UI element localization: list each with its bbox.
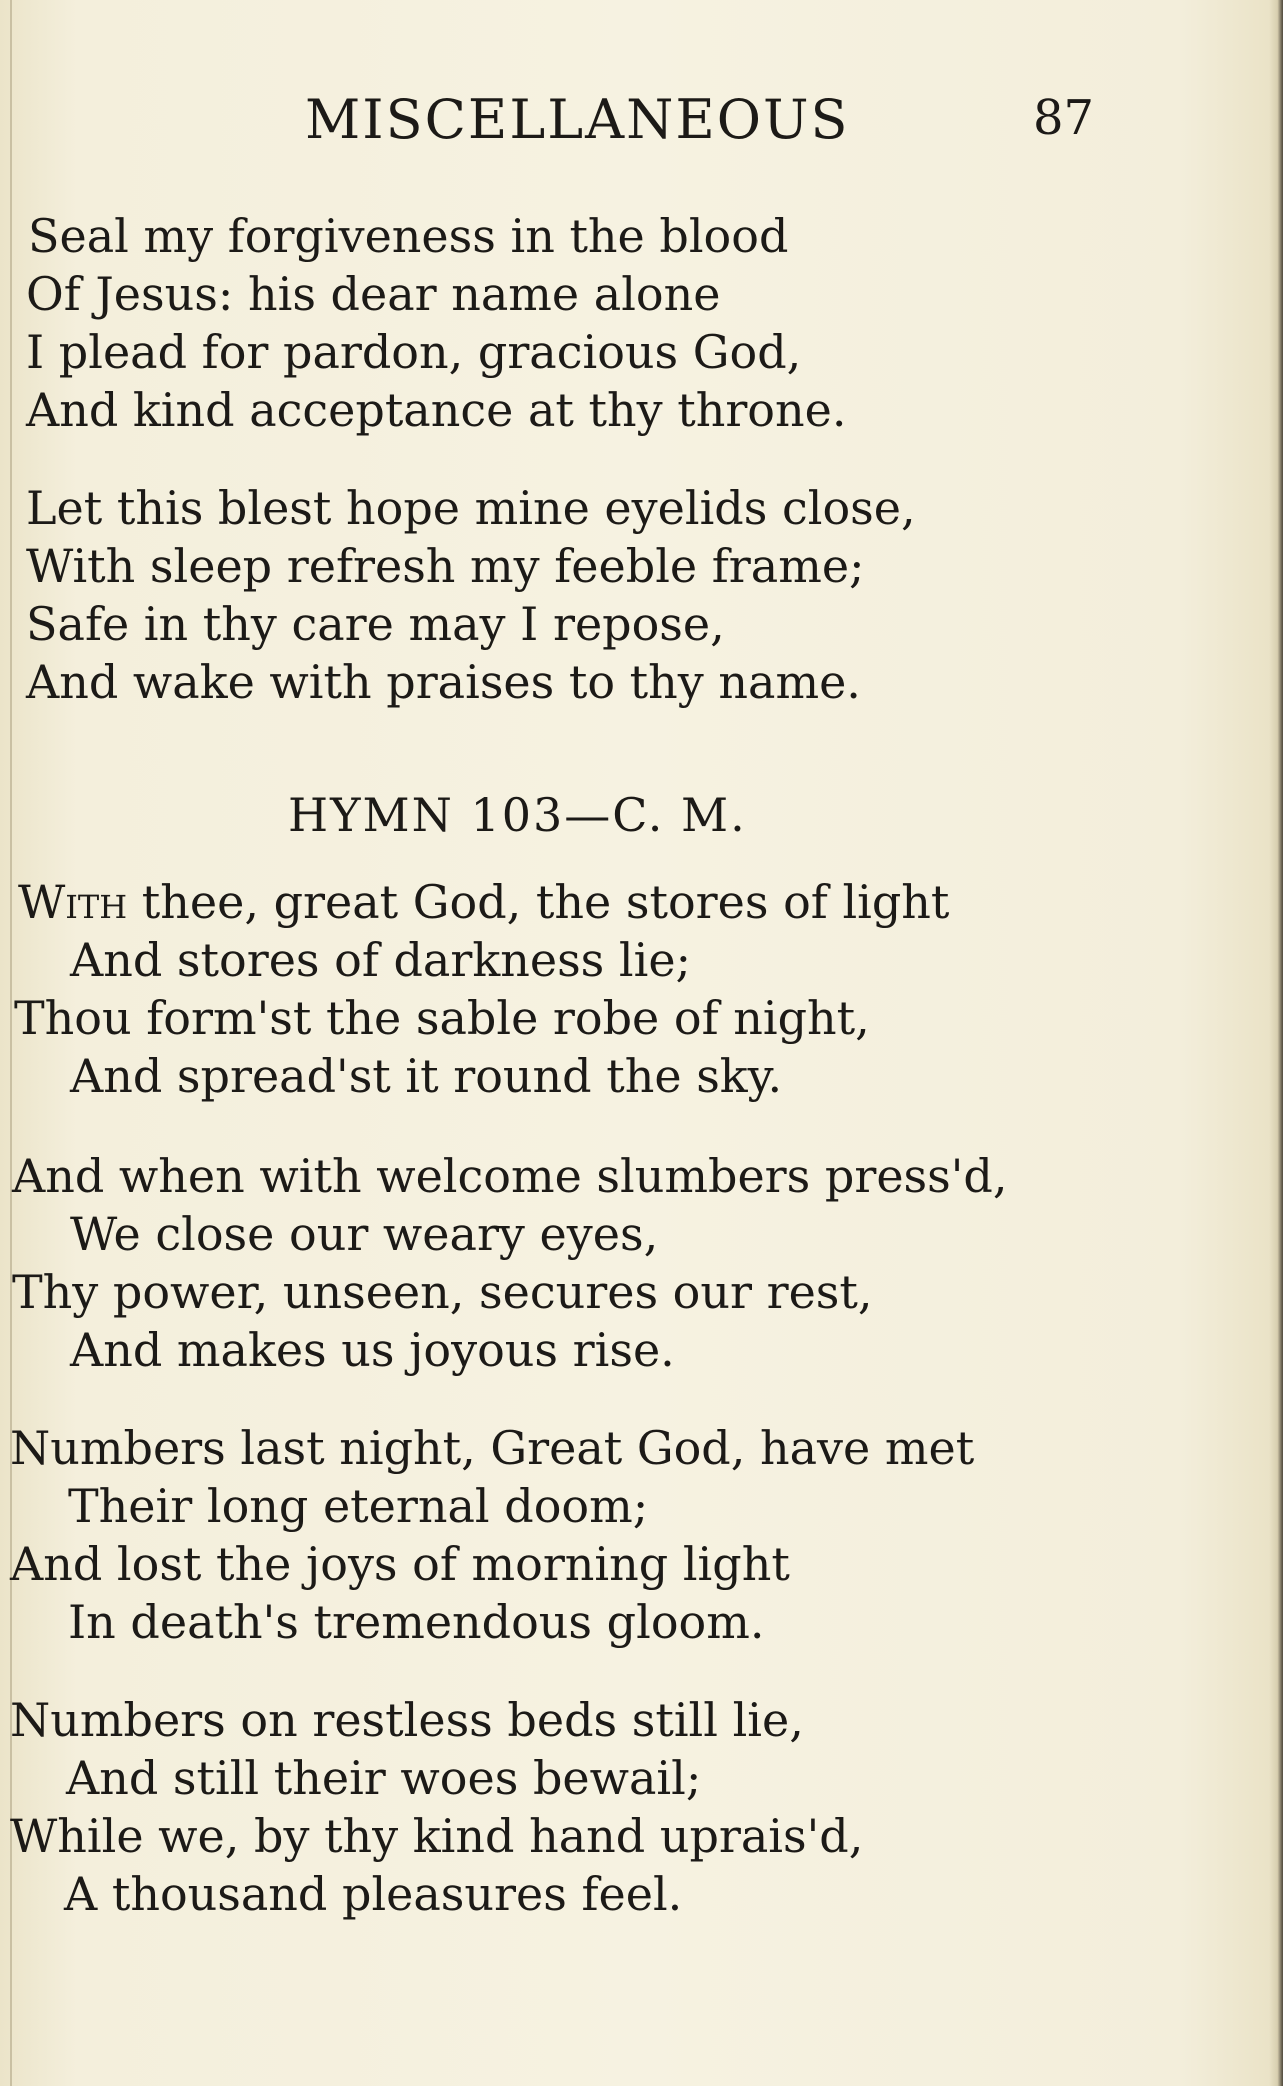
first-line-rest: thee, great God, the stores of light [127,875,950,929]
first-word: With [18,875,128,929]
verse-line: And when with welcome slumbers press'd, [12,1149,1008,1203]
verse-line: While we, by thy kind hand uprais'd, [10,1809,864,1863]
page-number: 87 [1033,90,1095,146]
verse-line: With sleep refresh my feeble frame; [26,539,865,593]
verse-line: In death's tremendous gloom. [68,1595,765,1649]
verse-line: And still their woes bewail; [66,1751,702,1805]
verse-line: Numbers last night, Great God, have met [10,1421,975,1475]
verse-line: Seal my forgiveness in the blood [28,209,789,263]
verse-line: We close our weary eyes, [70,1207,659,1261]
verse-line: Their long eternal doom; [68,1479,649,1533]
verse-line: Thou form'st the sable robe of night, [14,991,870,1045]
verse-line: And spread'st it round the sky. [70,1049,783,1103]
verse-line: A thousand pleasures feel. [64,1867,683,1921]
page-edge-shadow [1269,0,1283,2086]
verse-line: Thy power, unseen, secures our rest, [12,1265,873,1319]
verse-line: Safe in thy care may I repose, [26,597,725,651]
verse-line-first [18,874,949,930]
verse-line: Let this blest hope mine eyelids close, [26,481,916,535]
verse-line: And stores of darkness lie; [70,933,692,987]
verse-line: And makes us joyous rise. [70,1323,675,1377]
running-head: MISCELLANEOUS [305,88,850,151]
verse-line: And lost the joys of morning light [10,1537,790,1591]
verse-line: And wake with praises to thy name. [26,655,861,709]
verse-line: Of Jesus: his dear name alone [26,267,721,321]
verse-line: And kind acceptance at thy throne. [26,383,847,437]
hymn-title: HYMN 103—C. M. [288,788,747,842]
gutter-line [10,0,12,2086]
verse-line: Numbers on restless beds still lie, [10,1693,804,1747]
verse-line: I plead for pardon, gracious God, [26,325,802,379]
page-header [0,88,1283,152]
